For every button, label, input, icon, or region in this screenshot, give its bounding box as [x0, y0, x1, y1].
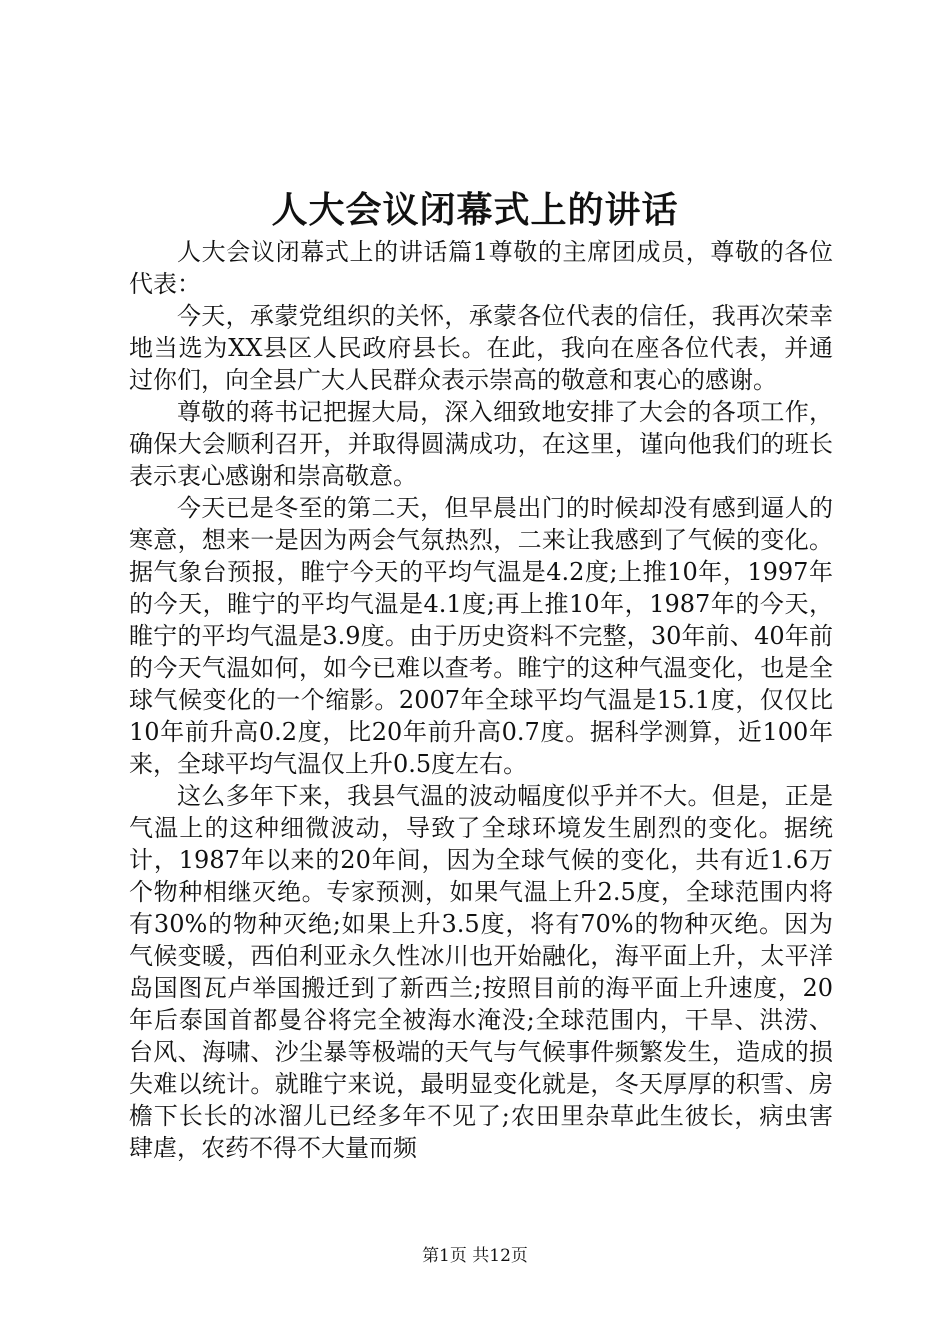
paragraph-3: 尊敬的蒋书记把握大局，深入细致地安排了大会的各项工作，确保大会顺利召开，并取得圆满成功，在这里，谨向他我们的班长表示衷心感谢和崇高敬意。 [129, 398, 833, 490]
paragraph-1: 人大会议闭幕式上的讲话篇1尊敬的主席团成员，尊敬的各位代表： [129, 238, 833, 298]
page-footer: 第1页 共12页 [422, 1246, 528, 1266]
paragraph-5: 这么多年下来，我县气温的波动幅度似乎并不大。但是，正是气温上的这种细微波动，导致了全球环境发生剧烈的变化。据统计，1987年以来的20年间，因为全球气候的变化，共有近1.6万个物种相继灭绝。专家预测，如果气温上升2.5度，全球范围内将有30%的物种灭绝;如果上升3.5度，将有70%的物种灭绝。因为气候变暖，西伯利亚永久性冰川也开始融化，海平面上升，太平洋岛国图瓦卢举国搬迁到了新西兰;按照目前的海平面上升速度，20年后泰国首都曼谷将完全被海水淹没;全球范围内，干旱、洪涝、台风、海啸、沙尘暴等极端的天气与气候事件频繁发生，造成的损失难以统计。就睢宁来说，最明显变化就是，冬天厚厚的积雪、房檐下长长的冰溜儿已经多年不见了;农田里杂草此生彼长，病虫害肆虐，农药不得不大量而频 [129, 782, 833, 1162]
document-title: 人大会议闭幕式上的讲话 [271, 189, 679, 231]
document-body [129, 236, 833, 1164]
paragraph-4: 今天已是冬至的第二天，但早晨出门的时候却没有感到逼人的寒意，想来一是因为两会气氛热烈，二来让我感到了气候的变化。据气象台预报，睢宁今天的平均气温是4.2度;上推10年，1997年的今天，睢宁的平均气温是4.1度;再上推10年，1987年的今天，睢宁的平均气温是3.9度。由于历史资料不完整，30年前、40年前的今天气温如何，如今已难以查考。睢宁的这种气温变化，也是全球气候变化的一个缩影。2007年全球平均气温是15.1度，仅仅比10年前升高0.2度，比20年前升高0.7度。据科学测算，近100年来，全球平均气温仅上升0.5度左右。 [129, 494, 833, 778]
paragraph-2: 今天，承蒙党组织的关怀，承蒙各位代表的信任，我再次荣幸地当选为XX县区人民政府县长。在此，我向在座各位代表，并通过你们，向全县广大人民群众表示崇高的敬意和衷心的感谢。 [129, 302, 833, 394]
